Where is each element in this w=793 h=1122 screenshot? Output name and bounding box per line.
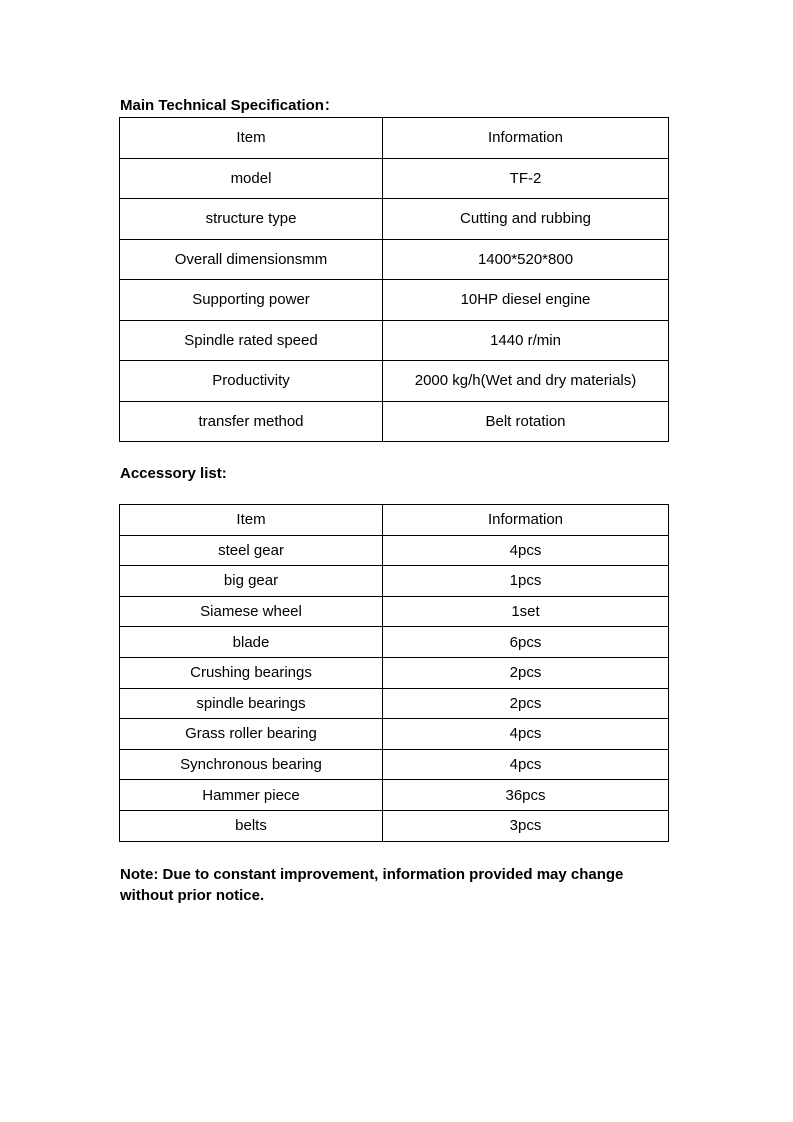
accessory-info-cell: 1set <box>383 596 669 627</box>
spec-item-cell: Overall dimensionsmm <box>120 239 383 280</box>
accessory-item-cell: Siamese wheel <box>120 596 383 627</box>
disclaimer-note: Note: Due to constant improvement, information provided may change without prior notice. <box>120 866 624 904</box>
accessory-info-cell: 2pcs <box>383 688 669 719</box>
spec-item-cell: Productivity <box>120 361 383 402</box>
accessory-item-cell: belts <box>120 810 383 841</box>
accessory-info-cell: 3pcs <box>383 810 669 841</box>
accessory-table <box>119 504 669 842</box>
spec-item-cell: Supporting power <box>120 280 383 321</box>
table-row <box>120 158 669 199</box>
accessory-item-cell: Crushing bearings <box>120 657 383 688</box>
spec-header-info: Information <box>383 118 669 159</box>
spec-heading: Main Technical Specification： <box>120 97 339 114</box>
table-row <box>120 361 669 402</box>
spec-info-cell: 1400*520*800 <box>383 239 669 280</box>
spec-info-cell: Cutting and rubbing <box>383 199 669 240</box>
spec-item-cell: transfer method <box>120 401 383 442</box>
accessory-item-cell: Synchronous bearing <box>120 749 383 780</box>
table-row <box>120 749 669 780</box>
accessory-heading: Accessory list: <box>120 465 227 482</box>
spec-info-cell: 10HP diesel engine <box>383 280 669 321</box>
accessory-item-cell: steel gear <box>120 535 383 566</box>
accessory-item-cell: spindle bearings <box>120 688 383 719</box>
spec-header-item: Item <box>120 118 383 159</box>
spec-info-cell: 2000 kg/h(Wet and dry materials) <box>383 361 669 402</box>
spec-table <box>119 117 669 442</box>
table-row <box>120 535 669 566</box>
spec-header-row <box>120 118 669 159</box>
table-row <box>120 627 669 658</box>
spec-item-cell: structure type <box>120 199 383 240</box>
table-row <box>120 810 669 841</box>
accessory-header-row <box>120 505 669 536</box>
accessory-info-cell: 4pcs <box>383 749 669 780</box>
spec-item-cell: Spindle rated speed <box>120 320 383 361</box>
accessory-item-cell: Grass roller bearing <box>120 719 383 750</box>
table-row <box>120 657 669 688</box>
accessory-info-cell: 4pcs <box>383 719 669 750</box>
spec-info-cell: TF-2 <box>383 158 669 199</box>
table-row <box>120 401 669 442</box>
table-row <box>120 688 669 719</box>
accessory-header-item: Item <box>120 505 383 536</box>
spec-item-cell: model <box>120 158 383 199</box>
table-row <box>120 280 669 321</box>
accessory-info-cell: 36pcs <box>383 780 669 811</box>
table-row <box>120 566 669 597</box>
accessory-header-info: Information <box>383 505 669 536</box>
table-row <box>120 596 669 627</box>
accessory-item-cell: Hammer piece <box>120 780 383 811</box>
table-row <box>120 239 669 280</box>
accessory-item-cell: blade <box>120 627 383 658</box>
spec-info-cell: Belt rotation <box>383 401 669 442</box>
table-row <box>120 719 669 750</box>
table-row <box>120 320 669 361</box>
accessory-info-cell: 4pcs <box>383 535 669 566</box>
table-row <box>120 780 669 811</box>
accessory-info-cell: 2pcs <box>383 657 669 688</box>
table-row <box>120 199 669 240</box>
spec-info-cell: 1440 r/min <box>383 320 669 361</box>
accessory-item-cell: big gear <box>120 566 383 597</box>
accessory-info-cell: 6pcs <box>383 627 669 658</box>
accessory-info-cell: 1pcs <box>383 566 669 597</box>
